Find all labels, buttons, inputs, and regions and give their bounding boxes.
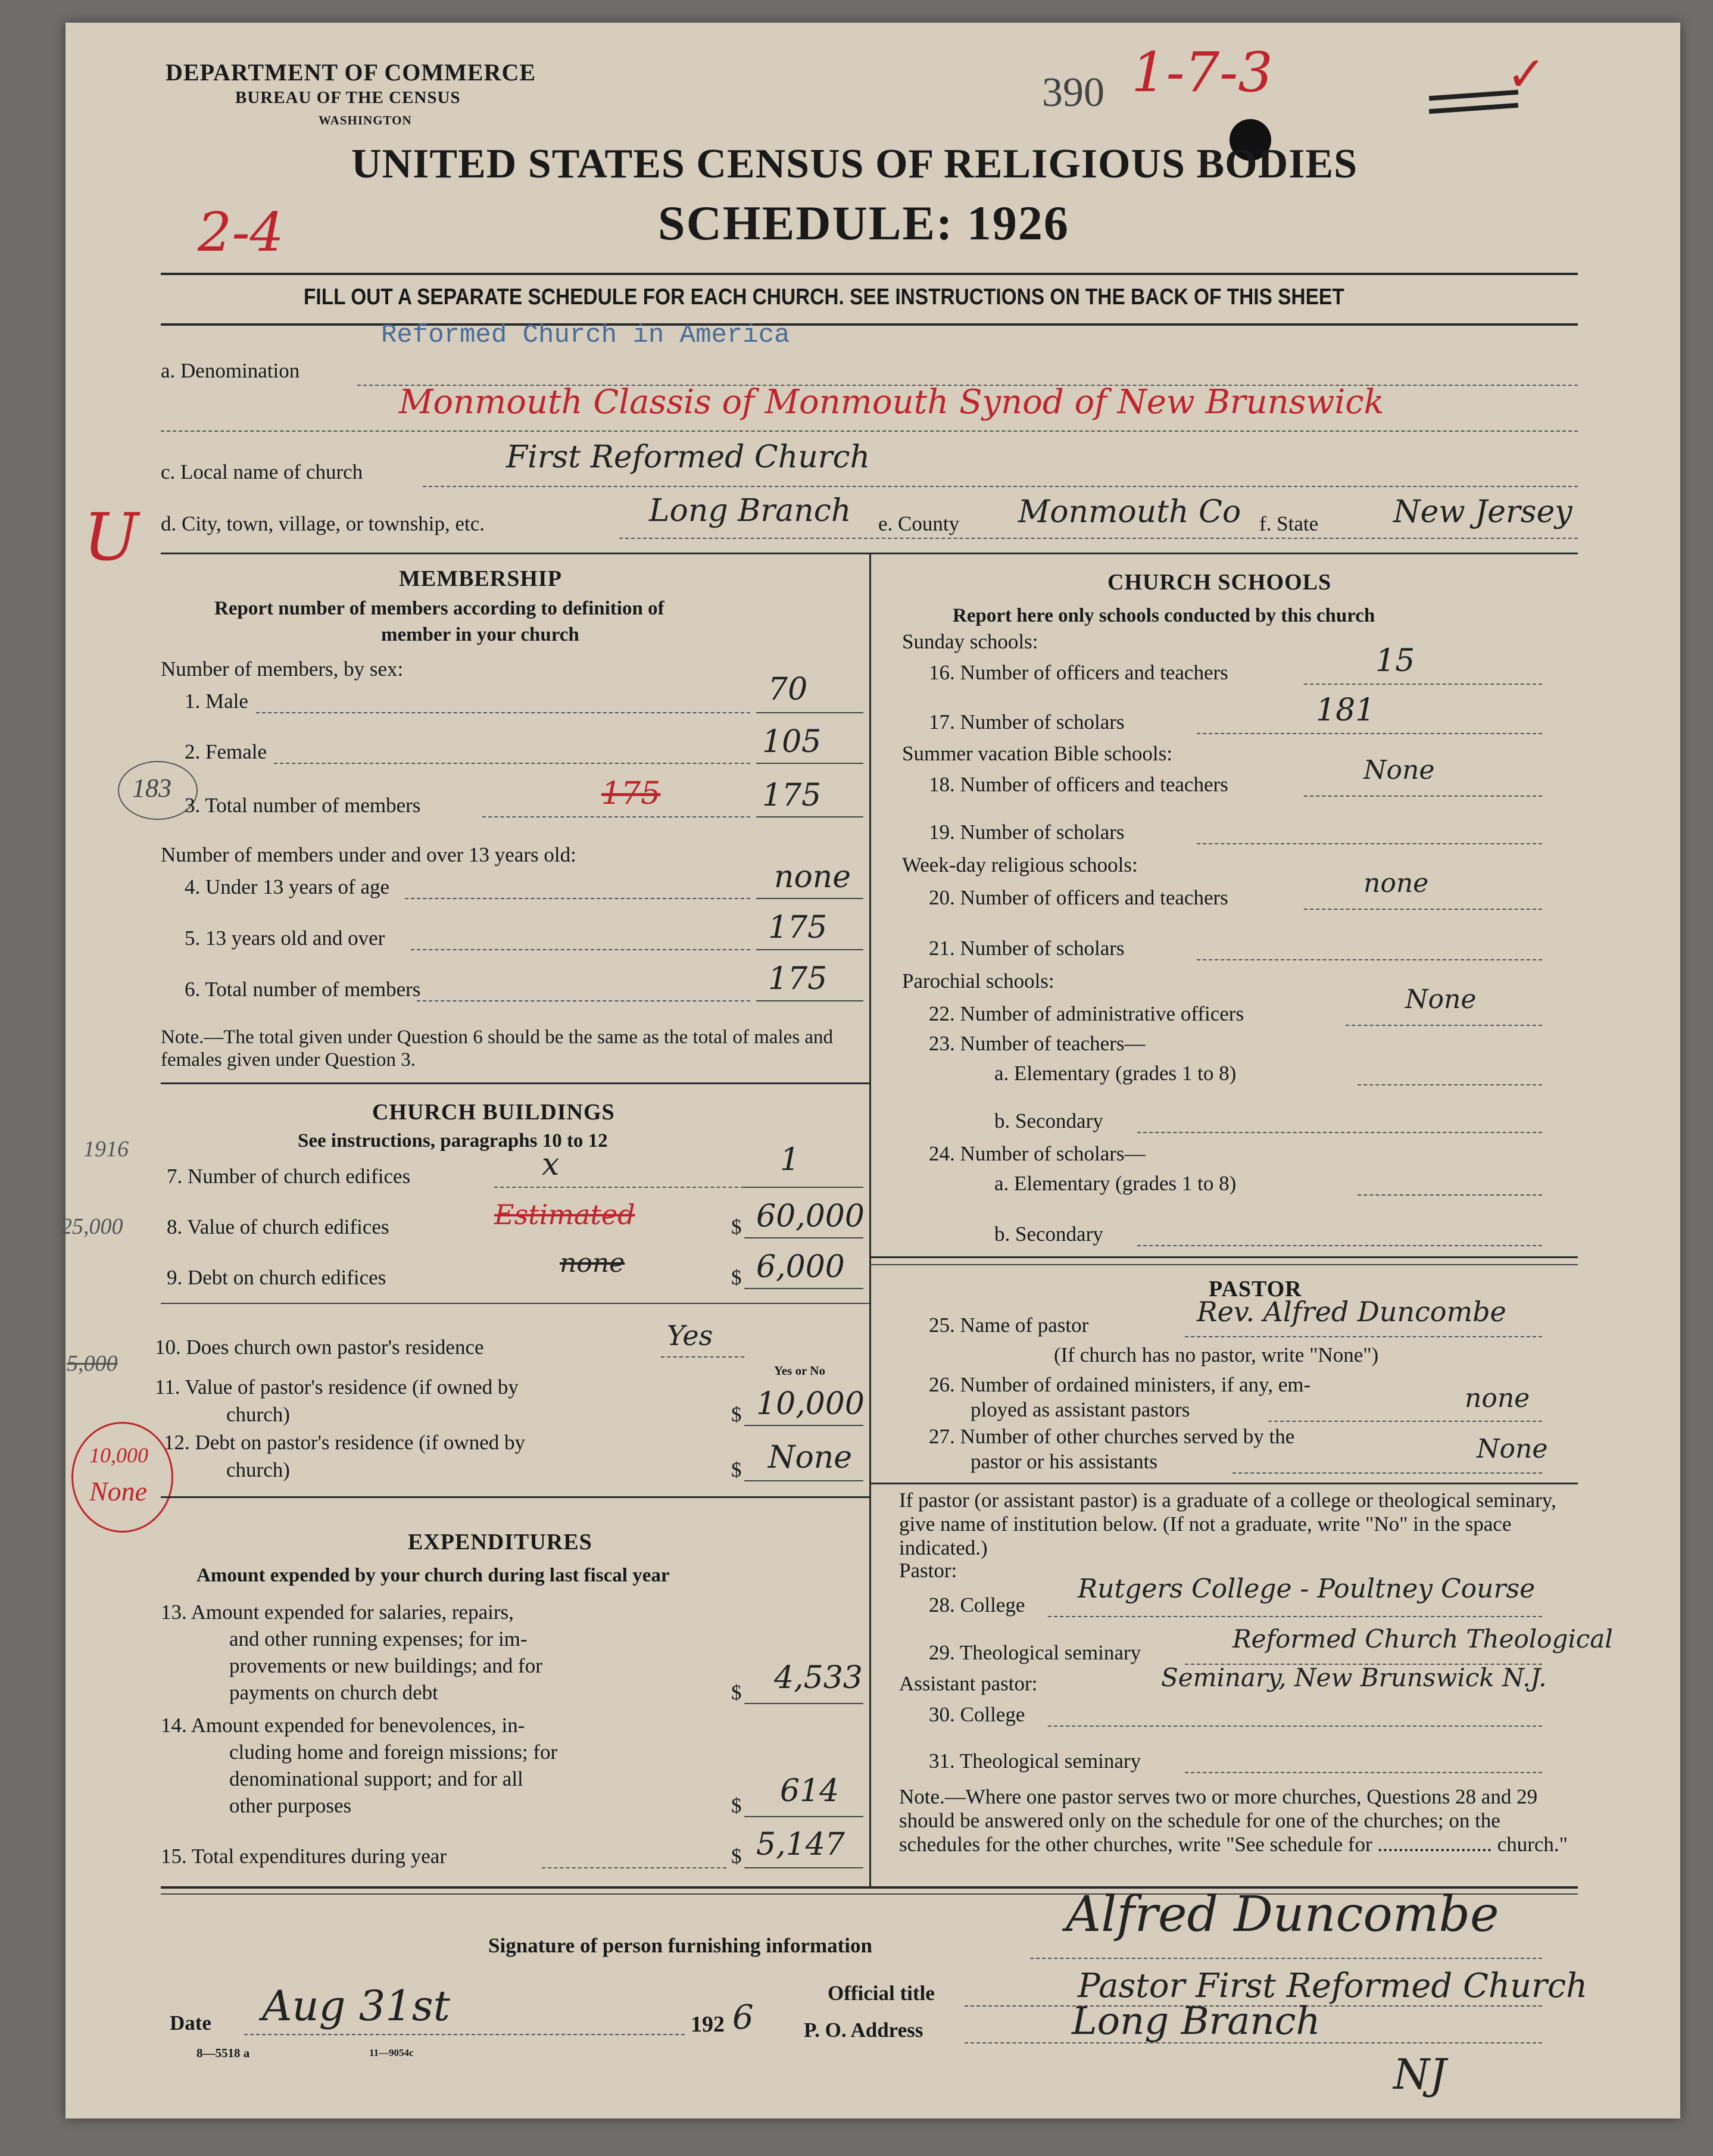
margin-value-4: None: [89, 1476, 148, 1506]
q11-label-2: church): [226, 1403, 290, 1426]
assistant-pastor-label: Assistant pastor:: [899, 1672, 1038, 1695]
q7-edifices-value[interactable]: 1: [780, 1142, 800, 1178]
q15-label: 15. Total expenditures during year: [161, 1845, 447, 1868]
classis-synod-value[interactable]: Monmouth Classis of Monmouth Synod of New Brunswick: [399, 383, 1384, 422]
q10-residence-value[interactable]: Yes: [667, 1319, 713, 1352]
q27-label-1: 27. Number of other churches served by the: [929, 1425, 1295, 1448]
q28-label: 28. College: [929, 1593, 1025, 1617]
po-address-label: P. O. Address: [804, 2018, 923, 2042]
official-title-value[interactable]: Pastor First Reformed Church: [1078, 1967, 1588, 2005]
q23a-label: a. Elementary (grades 1 to 8): [994, 1062, 1237, 1085]
q6-total-value[interactable]: 175: [768, 961, 828, 997]
q13-value[interactable]: 4,533: [774, 1660, 863, 1696]
q13-line-2: and other running expenses; for im-: [229, 1627, 528, 1650]
q11-label-1: 11. Value of pastor's residence (if owned by: [155, 1375, 519, 1399]
q27-value[interactable]: None: [1477, 1434, 1548, 1464]
pastor-note: Note.—Where one pastor serves two or more churches, Questions 28 and 29 should be answered only on the schedule for one of the churches; on the schedules for the other churches, write "See schedule for ...................... church.": [899, 1785, 1568, 1856]
q26-label-1: 26. Number of ordained ministers, if any, em-: [929, 1373, 1311, 1396]
typed-denomination: Reformed Church in America: [381, 320, 790, 350]
q7-edifices-label: 7. Number of church edifices: [167, 1165, 411, 1188]
q14-line-4: other purposes: [229, 1794, 352, 1817]
signature-label: Signature of person furnishing information: [488, 1934, 872, 1957]
red-mark-top: 1-7-3: [1131, 40, 1273, 104]
q14-line-1: 14. Amount expended for benevolences, in-: [161, 1714, 525, 1737]
parochial-schools-label: Parochial schools:: [902, 969, 1054, 993]
circle-annotation-text: 183: [132, 773, 171, 803]
q9-debt-value[interactable]: 6,000: [756, 1249, 845, 1285]
q1-male-value[interactable]: 70: [768, 672, 808, 707]
q14-line-3: denominational support; and for all: [229, 1767, 523, 1790]
margin-value-3: 10,000: [89, 1443, 148, 1467]
county-label: e. County: [878, 512, 960, 535]
dollar-sign: $: [731, 1845, 742, 1868]
q5-over13-value[interactable]: 175: [768, 910, 828, 946]
q23b-label: b. Secondary: [994, 1109, 1103, 1132]
q10-residence-label: 10. Does church own pastor's residence: [155, 1336, 484, 1359]
q6-total-label: 6. Total number of members: [185, 978, 421, 1001]
q24b-label: b. Secondary: [994, 1222, 1103, 1246]
q9-struck-value: none: [560, 1248, 625, 1278]
schedule-title: UNITED STATES CENSUS OF RELIGIOUS BODIES: [351, 141, 1358, 187]
q25-note: (If church has no pastor, write "None"): [1054, 1343, 1379, 1366]
dollar-sign: $: [731, 1403, 742, 1426]
q18-label: 18. Number of officers and teachers: [929, 773, 1228, 796]
margin-value-1: 25,000: [61, 1214, 123, 1239]
pastor-heading: PASTOR: [1209, 1277, 1302, 1302]
dollar-sign: $: [731, 1794, 742, 1817]
sunday-schools-label: Sunday schools:: [902, 630, 1038, 653]
q30-label: 30. College: [929, 1703, 1025, 1726]
local-name-label: c. Local name of church: [161, 460, 363, 483]
signature-value[interactable]: Alfred Duncombe: [1066, 1886, 1499, 1943]
weekday-schools-label: Week-day religious schools:: [902, 853, 1138, 876]
buildings-heading: CHURCH BUILDINGS: [372, 1100, 615, 1125]
q17-value[interactable]: 181: [1316, 692, 1375, 728]
schools-heading: CHURCH SCHOOLS: [1107, 570, 1332, 595]
q16-value[interactable]: 15: [1375, 643, 1415, 679]
q12-label-1: 12. Debt on pastor's residence (if owned by: [164, 1431, 525, 1454]
q27-label-2: pastor or his assistants: [971, 1450, 1158, 1473]
county-value[interactable]: Monmouth Co: [1018, 494, 1241, 530]
q31-label: 31. Theological seminary: [929, 1749, 1141, 1773]
q15-value[interactable]: 5,147: [756, 1827, 845, 1862]
po-address-value[interactable]: Long Branch: [1072, 1999, 1321, 2043]
q3-struck-value: 175: [601, 776, 661, 812]
q26-label-2: ployed as assistant pastors: [971, 1398, 1190, 1421]
q3-total-value[interactable]: 175: [762, 778, 822, 813]
q8-value-value[interactable]: 60,000: [756, 1199, 865, 1234]
q12-value[interactable]: None: [768, 1440, 853, 1475]
dollar-sign: $: [731, 1681, 742, 1704]
membership-note: Note.—The total given under Question 6 should be the same as the total of males and females given under Question 3.: [161, 1026, 834, 1071]
date-value[interactable]: Aug 31st: [262, 1982, 450, 2030]
year-suffix[interactable]: 6: [732, 1998, 754, 2037]
bureau-city: WASHINGTON: [319, 113, 412, 127]
census-schedule-page: [61, 23, 1680, 2118]
q12-label-2: church): [226, 1458, 290, 1481]
q4-under13-label: 4. Under 13 years of age: [185, 875, 390, 898]
q17-label: 17. Number of scholars: [929, 710, 1125, 734]
q20-value[interactable]: none: [1363, 868, 1429, 898]
local-name-value[interactable]: First Reformed Church: [506, 439, 870, 475]
q19-label: 19. Number of scholars: [929, 820, 1125, 844]
q18-value[interactable]: None: [1363, 755, 1435, 785]
yes-no-hint: Yes or No: [774, 1364, 825, 1378]
graduate-note: If pastor (or assistant pastor) is a graduate of a college or theological seminary, give name of institution below. (If not a graduate, write "No" in the space indicated.): [899, 1489, 1556, 1559]
denomination-label: a. Denomination: [161, 359, 300, 382]
margin-year: 1916: [83, 1137, 129, 1162]
q29-value-cont[interactable]: Seminary, New Brunswick N.J.: [1161, 1663, 1547, 1692]
dollar-sign: $: [731, 1458, 742, 1481]
q8-struck-value: Estimated: [494, 1199, 635, 1231]
q16-label: 16. Number of officers and teachers: [929, 661, 1228, 684]
q13-line-1: 13. Amount expended for salaries, repairs,: [161, 1600, 514, 1624]
q2-female-value[interactable]: 105: [762, 724, 822, 760]
q22-label: 22. Number of administrative officers: [929, 1002, 1244, 1025]
po-address-state[interactable]: NJ: [1393, 2050, 1447, 2099]
expenditures-intro: Amount expended by your church during last fiscal year: [196, 1565, 670, 1586]
scribble-mark: [1429, 103, 1518, 114]
schedule-year: SCHEDULE: 1926: [658, 196, 1069, 250]
schools-intro: Report here only schools conducted by this church: [953, 605, 1375, 626]
form-number: 8—5518 a: [196, 2046, 250, 2060]
q26-value[interactable]: none: [1465, 1383, 1530, 1414]
q14-value[interactable]: 614: [780, 1773, 840, 1809]
city-label: d. City, town, village, or township, etc.: [161, 512, 485, 535]
city-value[interactable]: Long Branch: [649, 493, 851, 529]
q29-value[interactable]: Reformed Church Theological: [1233, 1624, 1613, 1653]
q29-label: 29. Theological seminary: [929, 1641, 1141, 1664]
date-label: Date: [170, 2011, 211, 2035]
expenditures-heading: EXPENDITURES: [408, 1530, 592, 1555]
q22-value[interactable]: None: [1405, 984, 1477, 1015]
membership-intro-1: Report number of members according to definition of: [214, 598, 664, 619]
state-value[interactable]: New Jersey: [1393, 494, 1572, 530]
official-title-label: Official title: [828, 1982, 935, 2005]
q24-label: 24. Number of scholars—: [929, 1142, 1146, 1165]
dollar-sign: $: [731, 1266, 742, 1289]
margin-value-2: 5,000: [67, 1351, 118, 1376]
q24a-label: a. Elementary (grades 1 to 8): [994, 1172, 1237, 1195]
stamp-number: 390: [1042, 70, 1104, 116]
q3-total-label: 3. Total number of members: [185, 794, 421, 817]
q2-female-label: 2. Female: [185, 740, 267, 763]
bureau-name: BUREAU OF THE CENSUS: [235, 88, 461, 107]
q9-debt-label: 9. Debt on church edifices: [167, 1266, 386, 1289]
pastor-sub-label: Pastor:: [899, 1559, 957, 1582]
q11-value[interactable]: 10,000: [756, 1386, 865, 1422]
q5-over13-label: 5. 13 years old and over: [185, 926, 385, 950]
q7-struck-value: x: [542, 1147, 560, 1182]
membership-intro-2: member in your church: [381, 624, 579, 645]
members-by-sex: Number of members, by sex:: [161, 657, 404, 681]
q21-label: 21. Number of scholars: [929, 937, 1125, 960]
q1-male-label: 1. Male: [185, 689, 248, 713]
q8-value-label: 8. Value of church edifices: [167, 1215, 389, 1238]
q25-label: 25. Name of pastor: [929, 1313, 1089, 1337]
members-by-age: Number of members under and over 13 years old:: [161, 843, 576, 866]
q20-label: 20. Number of officers and teachers: [929, 886, 1228, 909]
red-mark-left: 2-4: [198, 201, 284, 264]
q14-line-2: cluding home and foreign missions; for: [229, 1740, 558, 1764]
q28-value[interactable]: Rutgers College - Poultney Course: [1078, 1574, 1536, 1604]
summer-schools-label: Summer vacation Bible schools:: [902, 742, 1172, 765]
q25-value[interactable]: Rev. Alfred Duncombe: [1197, 1296, 1506, 1328]
buildings-intro: See instructions, paragraphs 10 to 12: [298, 1130, 608, 1152]
fill-instruction: FILL OUT A SEPARATE SCHEDULE FOR EACH CHURCH. SEE INSTRUCTIONS ON THE BACK OF THIS SHEET: [304, 285, 1344, 310]
q4-under13-value[interactable]: none: [774, 859, 851, 895]
department-name: DEPARTMENT OF COMMERCE: [166, 59, 536, 86]
q13-line-3: provements or new buildings; and for: [229, 1654, 542, 1677]
q13-line-4: payments on church debt: [229, 1681, 438, 1704]
scribble-mark: [1429, 90, 1518, 101]
print-number: 11—9054c: [369, 2047, 414, 2058]
dollar-sign: $: [731, 1215, 742, 1238]
q23-label: 23. Number of teachers—: [929, 1032, 1146, 1055]
membership-heading: MEMBERSHIP: [399, 566, 562, 591]
state-label: f. State: [1259, 512, 1319, 535]
year-prefix: 192: [691, 2012, 725, 2037]
red-margin-mark: U: [83, 499, 139, 575]
red-check-top: ✓: [1506, 46, 1547, 102]
